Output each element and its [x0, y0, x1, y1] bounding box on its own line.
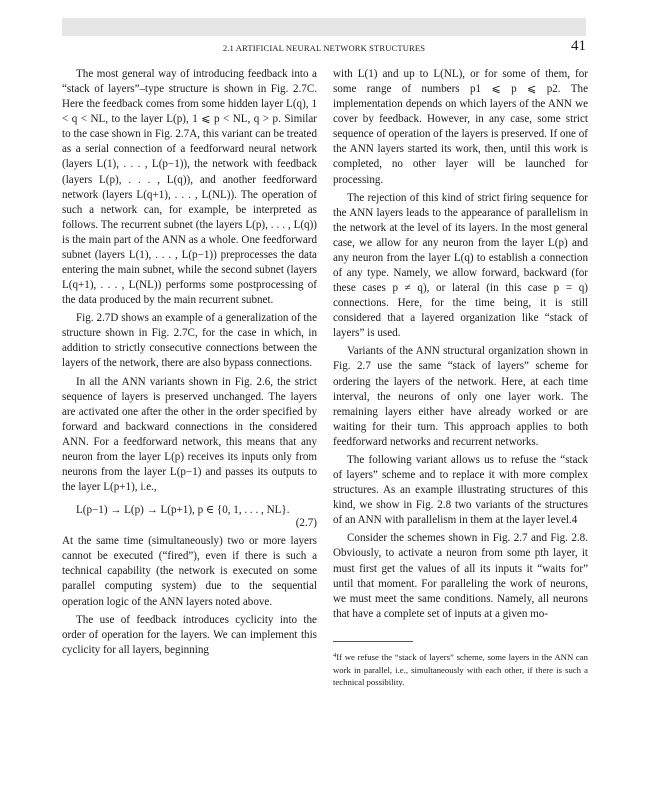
right-column	[333, 67, 588, 622]
footnote-rule	[333, 641, 413, 642]
paragraph: Fig. 2.7D shows an example of a generalization of the structure shown in Fig. 2.7C, for the case in which, in addition to strictly consecutive connections between the layers of the network, there are also bypass connections.	[62, 312, 317, 370]
equation: L(p−1) → L(p) → L(p+1), p ∈ {0, 1, . . . , NL}.	[76, 504, 290, 517]
paragraph: The use of feedback introduces cyclicity into the order of operation for the layers. We can implement this cyclicity for all layers, beginning	[62, 613, 317, 656]
running-head	[62, 40, 586, 58]
paragraph: At the same time (simultaneously) two or more layers cannot be executed (“fired”), even if there is such a technical capability (the network is executed on some parallel computing system) due to the sequential operation logic of the ANN layers noted above.	[62, 535, 317, 608]
paragraph: The rejection of this kind of strict firing sequence for the ANN layers leads to the appearance of parallelism in the network at the level of its layers. In the most general case, we allow for any neuron from the layer L(p) and any neuron from the layer L(q) to establish a connection of any type. Namely, we allow forward, backward (for these cases p ≠ q), or lateral (in this case p = q) connections. Here, for the time being, it is still considered that a layered organization like “stack of layers” is used.	[333, 191, 588, 340]
equation-number: (2.7)	[295, 517, 317, 530]
footnote	[333, 650, 588, 689]
paragraph: In all the ANN variants shown in Fig. 2.6, the strict sequence of layers is preserved unchanged. The layers are activated one after the other in the order specified by forward and backward connections in the considered ANN. For a feedforward network, this means that any neuron from the layer L(p) receives its inputs only from neurons from the layer L(p−1) and passes its outputs to the layer L(p+1), i.e.,	[62, 375, 317, 494]
running-title: 2.1 ARTIFICIAL NEURAL NETWORK STRUCTURES	[222, 43, 426, 53]
paragraph: The most general way of introducing feedback into a “stack of layers”–type structure is shown in Fig. 2.7C. Here the feedback comes from some hidden layer L(q), 1 < q < NL, to the layer L(p), 1 ⩽ p < NL, q > p. Similar to the case shown in Fig. 2.7A, this variant can be treated as a serial connection of a feedforward neural network (layers L(1), . . . , L(p−1)), the network with feedback (layers L(p), . . . , L(q)), and another feedforward network (layers L(q+1), . . . , L(NL)). The operation of such a network can, for example, be interpreted as follows. The recurrent subnet (the layers L(p), . . . , L(q)) is the main part of the ANN as a whole. One feedforward subnet (layers L(1), . . . , L(p−1)) preprocesses the data entering the main subnet, while the second subnet (layers L(q+1), . . . , L(NL)) performs some postprocessing of the data produced by the main recurrent subnet.	[62, 68, 317, 307]
equation-block	[62, 499, 317, 531]
footnote-text: If we refuse the “stack of layers” scheme, some layers in the ANN can work in parallel, i.e., simultaneously with each other, if there is such a technical possibility.	[333, 652, 588, 687]
page-number: 41	[571, 38, 586, 54]
header-bar	[62, 18, 586, 36]
left-column	[62, 67, 317, 658]
paragraph: Consider the schemes shown in Fig. 2.7 and Fig. 2.8. Obviously, to activate a neuron from some pth layer, it must first get the values of all its inputs it “waits for” until that moment. For paralleling the work of neurons, we must meet the same conditions. Namely, all neurons that have a complete set of inputs at a given mo-	[333, 532, 588, 620]
paragraph: The following variant allows us to refuse the “stack of layers” scheme and to replace it with more complex structures. As an example illustrating structures of this kind, we show in Fig. 2.8 two variants of the structures of an ANN with parallelism in them at the layer level.4	[333, 453, 588, 527]
footnote-marker: 4	[333, 652, 337, 659]
paragraph: with L(1) and up to L(NL), or for some of them, for some range of numbers p1 ⩽ p ⩽ p2. The implementation depends on which layers of the ANN we cover by feedback. However, in any case, some strict sequence of operation of the layers is preserved. If one of the ANN layers started its work, then, until this work is completed, no other layer will be launched for processing.	[333, 68, 588, 186]
paragraph: Variants of the ANN structural organization shown in Fig. 2.7 use the same “stack of layers” scheme for ordering the layers of the network. Here, at each time interval, the neurons of only one layer work. The remaining layers either have already worked or are waiting for their turn. This approach applies to both feedforward networks and recurrent networks.	[333, 345, 588, 448]
